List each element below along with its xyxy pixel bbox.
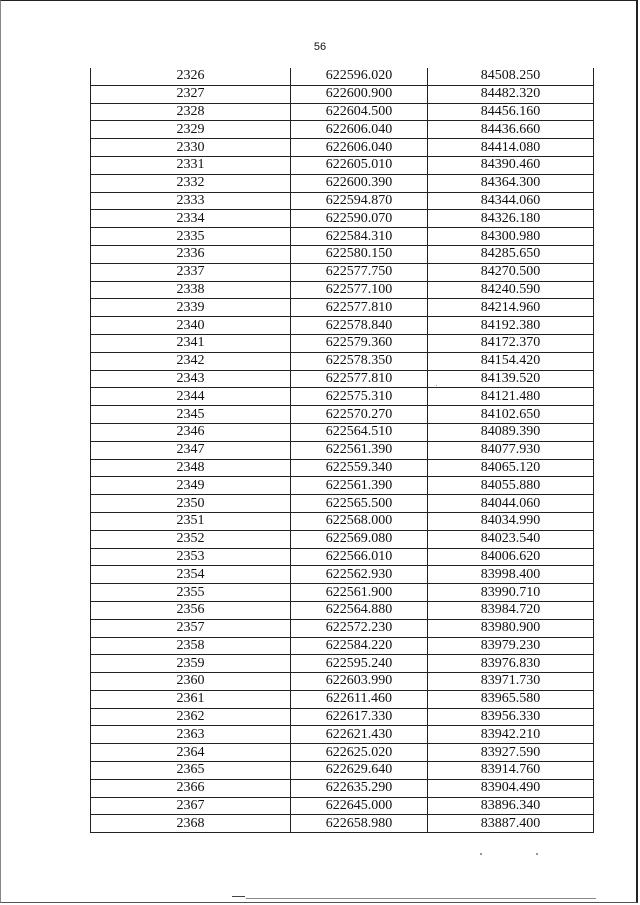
point-number-cell: 2362 [91,708,291,726]
point-number-cell: 2354 [91,566,291,584]
table-row [91,174,594,192]
x-coordinate-cell: 622594.870 [291,192,428,210]
point-number-cell: 2361 [91,690,291,708]
x-coordinate-cell: 622577.810 [291,299,428,317]
y-coordinate-cell: 83971.730 [428,673,594,691]
y-coordinate-cell: 84006.620 [428,548,594,566]
x-coordinate-cell: 622658.980 [291,815,428,833]
point-number-cell: 2346 [91,423,291,441]
y-coordinate-cell: 84023.540 [428,530,594,548]
table-row [91,655,594,673]
table-row [91,103,594,121]
table-row [91,263,594,281]
x-coordinate-cell: 622570.270 [291,406,428,424]
table-row [91,156,594,174]
y-coordinate-cell: 84390.460 [428,156,594,174]
y-coordinate-cell: 84121.480 [428,388,594,406]
x-coordinate-cell: 622605.010 [291,156,428,174]
table-row [91,334,594,352]
y-coordinate-cell: 84055.880 [428,477,594,495]
point-number-cell: 2334 [91,210,291,228]
point-number-cell: 2330 [91,139,291,157]
y-coordinate-cell: 84172.370 [428,334,594,352]
point-number-cell: 2349 [91,477,291,495]
point-number-cell: 2359 [91,655,291,673]
y-coordinate-cell: 84154.420 [428,352,594,370]
x-coordinate-cell: 622600.390 [291,174,428,192]
x-coordinate-cell: 622577.750 [291,263,428,281]
y-coordinate-cell: 84214.960 [428,299,594,317]
x-coordinate-cell: 622604.500 [291,103,428,121]
point-number-cell: 2350 [91,495,291,513]
point-number-cell: 2332 [91,174,291,192]
scan-speck [480,853,482,855]
table-row [91,423,594,441]
x-coordinate-cell: 622580.150 [291,245,428,263]
y-coordinate-cell: 83942.210 [428,726,594,744]
point-number-cell: 2339 [91,299,291,317]
y-coordinate-cell: 83984.720 [428,601,594,619]
table-row [91,815,594,833]
point-number-cell: 2351 [91,512,291,530]
scan-speck [536,853,538,855]
table-row [91,121,594,139]
table-row [91,281,594,299]
table-row [91,477,594,495]
table-row [91,210,594,228]
y-coordinate-cell: 84508.250 [428,68,594,85]
x-coordinate-cell: 622579.360 [291,334,428,352]
y-coordinate-cell: 84300.980 [428,228,594,246]
x-coordinate-cell: 622561.390 [291,477,428,495]
x-coordinate-cell: 622564.510 [291,423,428,441]
coordinates-table-body [91,68,594,833]
point-number-cell: 2364 [91,744,291,762]
x-coordinate-cell: 622575.310 [291,388,428,406]
y-coordinate-cell: 84414.080 [428,139,594,157]
x-coordinate-cell: 622559.340 [291,459,428,477]
table-row [91,708,594,726]
y-coordinate-cell: 83998.400 [428,566,594,584]
point-number-cell: 2356 [91,601,291,619]
point-number-cell: 2353 [91,548,291,566]
x-coordinate-cell: 622603.990 [291,673,428,691]
table-row [91,584,594,602]
table-row [91,245,594,263]
table-row [91,726,594,744]
point-number-cell: 2328 [91,103,291,121]
table-row [91,690,594,708]
y-coordinate-cell: 84240.590 [428,281,594,299]
point-number-cell: 2360 [91,673,291,691]
point-number-cell: 2348 [91,459,291,477]
table-row [91,441,594,459]
point-number-cell: 2366 [91,779,291,797]
y-coordinate-cell: 84065.120 [428,459,594,477]
y-coordinate-cell: 84034.990 [428,512,594,530]
table-row [91,637,594,655]
y-coordinate-cell: 83976.830 [428,655,594,673]
point-number-cell: 2333 [91,192,291,210]
point-number-cell: 2358 [91,637,291,655]
x-coordinate-cell: 622578.840 [291,317,428,335]
x-coordinate-cell: 622569.080 [291,530,428,548]
x-coordinate-cell: 622645.000 [291,797,428,815]
y-coordinate-cell: 84364.300 [428,174,594,192]
y-coordinate-cell: 83956.330 [428,708,594,726]
x-coordinate-cell: 622568.000 [291,512,428,530]
y-coordinate-cell: 83904.490 [428,779,594,797]
y-coordinate-cell: 83896.340 [428,797,594,815]
x-coordinate-cell: 622590.070 [291,210,428,228]
x-coordinate-cell: 622561.390 [291,441,428,459]
y-coordinate-cell: 84436.660 [428,121,594,139]
table-row [91,192,594,210]
point-number-cell: 2367 [91,797,291,815]
x-coordinate-cell: 622595.240 [291,655,428,673]
table-row [91,85,594,103]
table-row [91,762,594,780]
table-row [91,548,594,566]
y-coordinate-cell: 84077.930 [428,441,594,459]
x-coordinate-cell: 622617.330 [291,708,428,726]
table-row [91,299,594,317]
table-row [91,530,594,548]
y-coordinate-cell: 84192.380 [428,317,594,335]
x-coordinate-cell: 622635.290 [291,779,428,797]
y-coordinate-cell: 83980.900 [428,619,594,637]
point-number-cell: 2329 [91,121,291,139]
scan-mark [232,896,245,897]
y-coordinate-cell: 84456.160 [428,103,594,121]
table-row [91,139,594,157]
point-number-cell: 2337 [91,263,291,281]
y-coordinate-cell: 84344.060 [428,192,594,210]
table-row [91,352,594,370]
x-coordinate-cell: 622577.810 [291,370,428,388]
y-coordinate-cell: 84139.520 [428,370,594,388]
table-row [91,317,594,335]
point-number-cell: 2344 [91,388,291,406]
x-coordinate-cell: 622564.880 [291,601,428,619]
point-number-cell: 2357 [91,619,291,637]
table-row [91,370,594,388]
x-coordinate-cell: 622611.460 [291,690,428,708]
table-row [91,601,594,619]
table-row [91,744,594,762]
x-coordinate-cell: 622629.640 [291,762,428,780]
scan-speck [436,385,437,386]
point-number-cell: 2340 [91,317,291,335]
point-number-cell: 2327 [91,85,291,103]
point-number-cell: 2335 [91,228,291,246]
point-number-cell: 2345 [91,406,291,424]
y-coordinate-cell: 83914.760 [428,762,594,780]
x-coordinate-cell: 622606.040 [291,139,428,157]
x-coordinate-cell: 622600.900 [291,85,428,103]
y-coordinate-cell: 83979.230 [428,637,594,655]
x-coordinate-cell: 622625.020 [291,744,428,762]
table-row [91,459,594,477]
y-coordinate-cell: 83927.590 [428,744,594,762]
x-coordinate-cell: 622577.100 [291,281,428,299]
table-row [91,512,594,530]
x-coordinate-cell: 622566.010 [291,548,428,566]
point-number-cell: 2343 [91,370,291,388]
table-row [91,495,594,513]
x-coordinate-cell: 622621.430 [291,726,428,744]
point-number-cell: 2336 [91,245,291,263]
y-coordinate-cell: 84089.390 [428,423,594,441]
table-row [91,388,594,406]
point-number-cell: 2342 [91,352,291,370]
x-coordinate-cell: 622596.020 [291,68,428,85]
table-row [91,228,594,246]
table-row [91,779,594,797]
table-row [91,68,594,85]
y-coordinate-cell: 83990.710 [428,584,594,602]
coordinates-table [90,68,594,833]
table-row [91,619,594,637]
y-coordinate-cell: 84326.180 [428,210,594,228]
table-row [91,797,594,815]
x-coordinate-cell: 622565.500 [291,495,428,513]
y-coordinate-cell: 84285.650 [428,245,594,263]
y-coordinate-cell: 84270.500 [428,263,594,281]
x-coordinate-cell: 622562.930 [291,566,428,584]
x-coordinate-cell: 622561.900 [291,584,428,602]
y-coordinate-cell: 84102.650 [428,406,594,424]
y-coordinate-cell: 83965.580 [428,690,594,708]
point-number-cell: 2338 [91,281,291,299]
x-coordinate-cell: 622572.230 [291,619,428,637]
table-row [91,566,594,584]
x-coordinate-cell: 622584.310 [291,228,428,246]
y-coordinate-cell: 84044.060 [428,495,594,513]
point-number-cell: 2368 [91,815,291,833]
point-number-cell: 2363 [91,726,291,744]
page-number: 56 [313,41,327,53]
y-coordinate-cell: 83887.400 [428,815,594,833]
x-coordinate-cell: 622584.220 [291,637,428,655]
x-coordinate-cell: 622606.040 [291,121,428,139]
point-number-cell: 2341 [91,334,291,352]
point-number-cell: 2352 [91,530,291,548]
point-number-cell: 2347 [91,441,291,459]
scan-mark [246,898,596,899]
point-number-cell: 2355 [91,584,291,602]
x-coordinate-cell: 622578.350 [291,352,428,370]
point-number-cell: 2326 [91,68,291,85]
table-row [91,673,594,691]
point-number-cell: 2331 [91,156,291,174]
table-row [91,406,594,424]
y-coordinate-cell: 84482.320 [428,85,594,103]
point-number-cell: 2365 [91,762,291,780]
